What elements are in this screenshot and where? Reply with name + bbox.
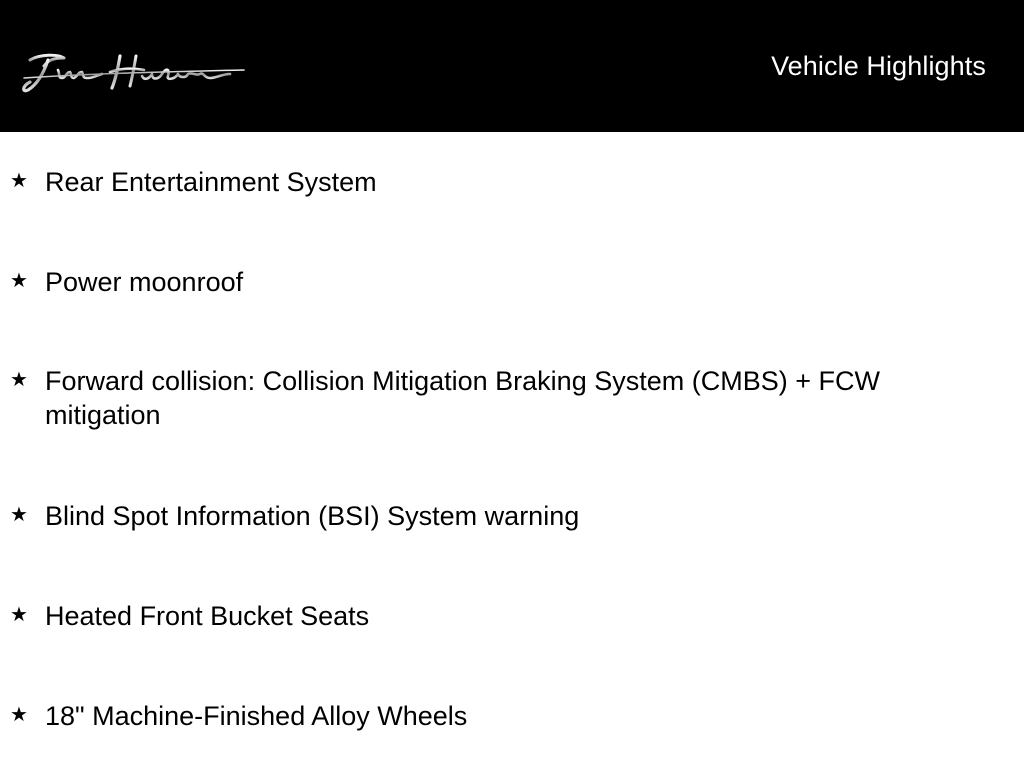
star-icon: ★ (10, 604, 28, 626)
highlight-text: Forward collision: Collision Mitigation Braking System (CMBS) + FCW mitigation (45, 366, 880, 430)
highlight-text: Rear Entertainment System (45, 167, 377, 197)
highlight-text: Power moonroof (45, 267, 244, 297)
highlight-text: 18" Machine-Finished Alloy Wheels (45, 701, 468, 731)
header-bar (0, 0, 1024, 132)
star-icon: ★ (10, 270, 28, 292)
highlight-text: Blind Spot Information (BSI) System warning (45, 501, 580, 531)
page-title: Vehicle Highlights (771, 51, 986, 81)
signature-logo-icon (18, 48, 248, 100)
star-icon: ★ (10, 369, 28, 391)
star-icon: ★ (10, 170, 28, 192)
brand-logo (18, 48, 248, 100)
star-icon: ★ (10, 704, 28, 726)
highlight-text: Heated Front Bucket Seats (45, 601, 370, 631)
star-icon: ★ (10, 504, 28, 526)
